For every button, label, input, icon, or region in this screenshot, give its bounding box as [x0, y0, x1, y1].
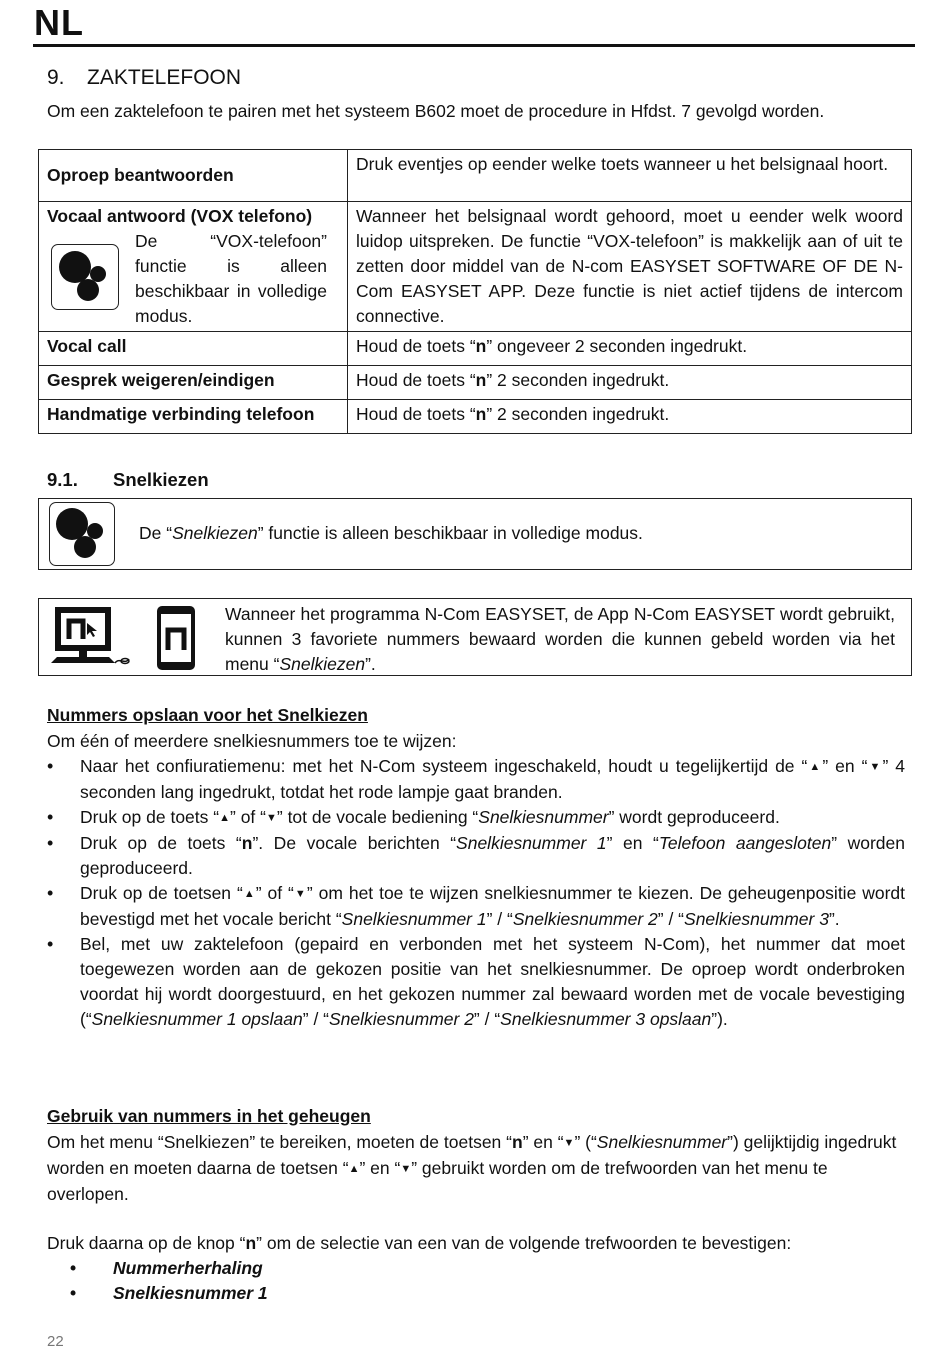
table-row — [39, 150, 912, 202]
confirm-paragraph: Druk daarna op de knop “n” om de selectie van een van de volgende trefwoorden te bevestigen: — [47, 1233, 792, 1253]
save-heading: Nummers opslaan voor het Snelkiezen — [47, 705, 368, 725]
full-mode-icon — [49, 502, 115, 566]
row-label: Vocaal antwoord (VOX telefono) — [47, 206, 313, 226]
list-item: • Bel, met uw zaktelefoon (gepaird en verbonden met het systeem N-Com), het nummer dat moet toegewezen worden aan de gekozen positie van het snelkiesnummer. De oproep wordt onderbroken voordat hij wordt doorgestuurd, en het gekozen nummer zal bewaard worden met de vocale bevestiging (“Snelkiesnummer 1 opslaan” / “Snelkiesnummer 2” / “Snelkiesnummer 3 opslaan”). — [47, 932, 905, 1032]
table-row — [39, 202, 912, 332]
use-paragraph: Om het menu “Snelkiezen” te bereiken, moeten de toetsen “n” en “▼” (“Snelkiesnummer”) gelijktijdig ingedrukt worden en moeten daarna de toetsen “▲” en “▼” gebruikt worden om de trefwoorden van het menu te overlopen. — [47, 1132, 897, 1204]
n-key: n — [511, 1132, 523, 1152]
row-label: Vocal call — [39, 332, 348, 366]
full-mode-icon — [51, 244, 119, 310]
n-key: n — [241, 833, 253, 853]
save-intro: Om één of meerdere snelkiesnummers toe te wijzen: — [47, 731, 457, 751]
save-steps — [47, 754, 905, 1032]
full-mode-notice — [38, 498, 912, 570]
up-arrow-icon: ▲ — [242, 888, 256, 900]
keyword-list — [70, 1256, 268, 1306]
down-arrow-icon: ▼ — [867, 761, 883, 773]
row-desc: Houd de toets “n” 2 seconden ingedrukt. — [348, 366, 912, 400]
list-item: • Snelkiesnummer 1 — [70, 1281, 268, 1306]
list-item: • Druk op de toets “▲” of “▼” tot de vocale bediening “Snelkiesnummer” wordt geproduceerd. — [47, 805, 905, 831]
section-number: 9. — [47, 66, 65, 89]
down-arrow-icon: ▼ — [265, 812, 277, 824]
row-desc: Houd de toets “n” ongeveer 2 seconden ingedrukt. — [348, 332, 912, 366]
subsection-title: Snelkiezen — [113, 469, 209, 490]
row-desc: Druk eventjes op eender welke toets wanneer u het belsignaal hoort. — [348, 150, 912, 202]
n-key: n — [475, 404, 487, 424]
easyset-notice — [38, 598, 912, 676]
row-label: Oproep beantwoorden — [39, 150, 348, 202]
row-label-cell — [39, 202, 348, 332]
row-desc: Wanneer het belsignaal wordt gehoord, moet u eender welk woord luidop uitspreken. De functie “VOX-telefoon” is makkelijk aan of uit te zetten door middel van de N-com EASYSET SOFTWARE OF DE N-Com EASYSET APP. Deze functie is niet actief tijdens de intercom connective. — [348, 202, 912, 332]
notice-text: De “Snelkiezen” functie is alleen beschikbaar in volledige modus. — [139, 523, 643, 543]
up-arrow-icon: ▲ — [219, 812, 230, 824]
table-row — [39, 332, 912, 366]
row-label: Gesprek weigeren/eindigen — [39, 366, 348, 400]
row-label: Handmatige verbinding telefoon — [39, 400, 348, 434]
n-key: n — [245, 1233, 257, 1253]
down-arrow-icon: ▼ — [563, 1137, 575, 1149]
up-arrow-icon: ▲ — [348, 1163, 360, 1175]
row-desc: Houd de toets “n” 2 seconden ingedrukt. — [348, 400, 912, 434]
smartphone-icon — [155, 604, 197, 672]
section-title: ZAKTELEFOON — [87, 66, 242, 89]
table-row — [39, 366, 912, 400]
use-heading: Gebruik van nummers in het geheugen — [47, 1106, 371, 1126]
notice-text: Wanneer het programma N-Com EASYSET, de App N-Com EASYSET wordt gebruikt, kunnen 3 favoriete nummers bewaard worden die kunnen gebeld worden via het menu “Snelkiezen”. — [225, 604, 895, 674]
n-key: n — [475, 370, 487, 390]
list-item: • Naar het confiuratiemenu: met het N-Com systeem ingeschakeld, houdt u tegelijkertijd de “▲” en “▼” 4 seconden lang ingedrukt, totdat het rode lampje gaat branden. — [47, 754, 905, 805]
page-number: 22 — [47, 1333, 64, 1350]
subsection-number: 9.1. — [47, 469, 78, 490]
vox-note: De “VOX-telefoon” functie is alleen beschikbaar in volledige modus. — [135, 231, 327, 326]
computer-icon — [49, 605, 131, 671]
list-item: • Nummerherhaling — [70, 1256, 268, 1281]
n-key: n — [475, 336, 487, 356]
language-code: NL — [34, 2, 84, 43]
down-arrow-icon: ▼ — [400, 1163, 412, 1175]
subsection-heading — [47, 469, 209, 491]
down-arrow-icon: ▼ — [293, 888, 307, 900]
list-item: • Druk op de toets “n”. De vocale berichten “Snelkiesnummer 1” en “Telefoon aangesloten” worden geproduceerd. — [47, 831, 905, 881]
call-functions-table — [38, 149, 912, 434]
header-rule — [33, 44, 915, 47]
list-item: • Druk op de toetsen “▲” of “▼” om het toe te wijzen snelkiesnummer te kiezen. De geheugenpositie wordt bevestigd met het vocale bericht “Snelkiesnummer 1” / “Snelkiesnummer 2” / “Snelkiesnummer 3”. — [47, 881, 905, 932]
table-row — [39, 400, 912, 434]
up-arrow-icon: ▲ — [807, 761, 823, 773]
section-heading — [47, 66, 241, 90]
section-intro: Om een zaktelefoon te pairen met het systeem B602 moet de procedure in Hfdst. 7 gevolgd worden. — [47, 101, 825, 121]
